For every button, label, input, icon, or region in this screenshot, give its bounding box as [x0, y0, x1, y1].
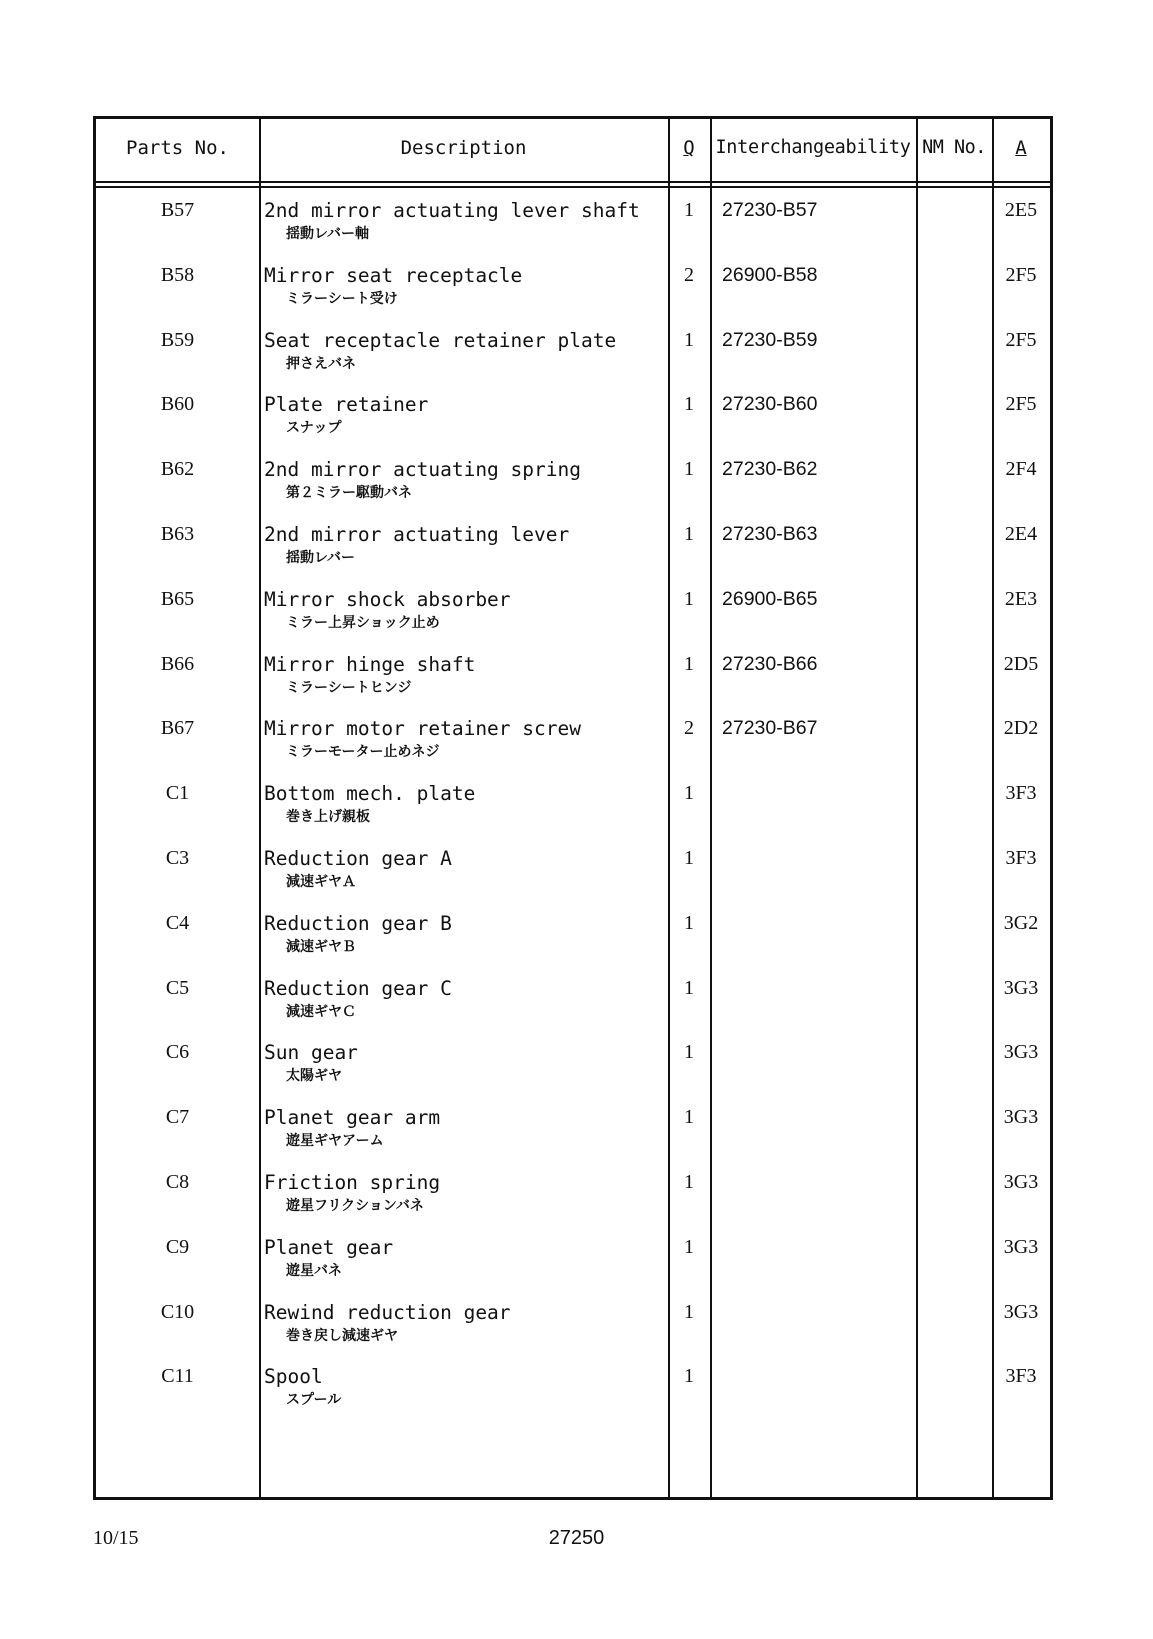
quantity: 1: [684, 976, 694, 999]
part-description: [264, 1365, 341, 1411]
interchangeability: 27230-B62: [722, 458, 818, 481]
quantity: 1: [684, 328, 694, 351]
table-row: [96, 782, 1050, 848]
part-number: C1: [165, 782, 190, 805]
description-japanese: 遊星バネ: [286, 1262, 342, 1279]
part-description: [264, 847, 452, 893]
description-english: Spool: [264, 1365, 323, 1389]
part-description: [264, 199, 640, 245]
grid-reference: 3F3: [1005, 847, 1037, 869]
quantity: 1: [684, 1106, 694, 1129]
description-english: Sun gear: [264, 1041, 358, 1065]
quantity: 1: [684, 847, 694, 869]
description-english: Planet gear: [264, 1235, 394, 1259]
document-number: 27250: [548, 1527, 605, 1549]
description-english: Planet gear arm: [264, 1106, 441, 1130]
table-row: [96, 1236, 1050, 1302]
table-row: [96, 1365, 1050, 1431]
table-row: [96, 977, 1050, 1043]
quantity: 2: [684, 263, 694, 286]
table-row: [96, 847, 1050, 913]
page-number: 10/15: [93, 1527, 139, 1549]
table-row: [96, 1301, 1050, 1367]
table-row: [96, 912, 1050, 978]
quantity: 1: [684, 1171, 694, 1193]
grid-reference: 2D5: [1003, 652, 1039, 675]
table-header: [96, 119, 1050, 181]
grid-reference: 2E5: [1004, 199, 1038, 221]
part-description: [264, 264, 522, 310]
description-english: Friction spring: [264, 1171, 441, 1194]
description-english: Mirror seat receptacle: [264, 263, 523, 287]
interchangeability: 26900-B58: [722, 263, 818, 286]
part-description: [264, 1236, 393, 1282]
grid-reference: 3G3: [1003, 1106, 1039, 1129]
interchangeability: 27230-B59: [722, 328, 818, 351]
grid-reference: 3F3: [1005, 1365, 1037, 1388]
interchangeability: 27230-B63: [722, 523, 818, 545]
description-japanese: 巻き上げ親板: [286, 809, 370, 826]
grid-reference: 2D2: [1003, 717, 1039, 740]
header-rule: [96, 186, 1050, 188]
description-english: 2nd mirror actuating lever: [264, 523, 570, 546]
description-english: 2nd mirror actuating lever shaft: [264, 199, 640, 222]
description-japanese: 押さえバネ: [286, 355, 356, 372]
description-english: Reduction gear C: [264, 976, 452, 1000]
part-number: C8: [165, 1171, 190, 1193]
grid-reference: 3G3: [1003, 1300, 1039, 1323]
description-japanese: 減速ギヤＣ: [286, 1003, 356, 1020]
part-number: B63: [160, 523, 195, 545]
description-japanese: 揺動レバー: [286, 550, 356, 566]
quantity: 1: [684, 652, 694, 675]
description-japanese: 太陽ギヤ: [286, 1068, 342, 1085]
quantity: 1: [684, 1041, 694, 1064]
part-description: [264, 717, 581, 763]
table-row: [96, 458, 1050, 524]
quantity: 1: [684, 911, 694, 934]
header-parts-no: Parts No.: [126, 137, 229, 159]
part-description: [264, 1041, 358, 1087]
part-number: B62: [160, 458, 195, 481]
description-english: 2nd mirror actuating spring: [264, 458, 581, 482]
part-number: B66: [160, 652, 195, 675]
part-description: [264, 588, 511, 634]
table-row: [96, 1041, 1050, 1107]
part-number: B67: [160, 717, 195, 740]
table-row: [96, 653, 1050, 719]
grid-reference: 2E3: [1004, 587, 1038, 610]
description-english: Mirror shock absorber: [264, 587, 511, 611]
quantity: 1: [684, 1365, 694, 1388]
description-english: Seat receptacle retainer plate: [264, 328, 617, 352]
table-row: [96, 523, 1050, 589]
description-japanese: ミラーシート受け: [286, 290, 398, 307]
parts-table: [93, 116, 1053, 1500]
description-japanese: 遊星ギヤアーム: [286, 1133, 384, 1150]
table-row: [96, 1171, 1050, 1237]
table-row: [96, 588, 1050, 654]
description-japanese: 遊星フリクションバネ: [286, 1198, 424, 1214]
interchangeability: 27230-B66: [722, 652, 818, 675]
quantity: 1: [684, 587, 694, 610]
part-description: [264, 977, 452, 1023]
description-english: Mirror hinge shaft: [264, 652, 476, 676]
table-row: [96, 717, 1050, 783]
header-quantity: Q: [683, 137, 695, 159]
description-english: Rewind reduction gear: [264, 1300, 511, 1324]
description-english: Reduction gear A: [264, 847, 452, 870]
part-description: [264, 1106, 440, 1152]
quantity: 1: [684, 1300, 694, 1323]
description-english: Reduction gear B: [264, 911, 452, 935]
interchangeability: 27230-B57: [722, 199, 818, 221]
part-number: B58: [160, 263, 195, 286]
part-number: B57: [160, 199, 195, 221]
description-japanese: 巻き戻し減速ギヤ: [286, 1327, 398, 1344]
part-description: [264, 393, 428, 439]
part-description: [264, 1301, 511, 1347]
part-description: [264, 523, 569, 569]
quantity: 1: [684, 782, 694, 805]
part-description: [264, 458, 581, 504]
table-row: [96, 329, 1050, 395]
grid-reference: 2F5: [1005, 393, 1037, 416]
quantity: 2: [684, 717, 694, 740]
grid-reference: 3G3: [1003, 1171, 1039, 1193]
part-number: C7: [165, 1106, 190, 1129]
quantity: 1: [684, 458, 694, 481]
part-number: B59: [160, 328, 195, 351]
grid-reference: 2F5: [1005, 263, 1037, 286]
part-number: C11: [161, 1365, 194, 1388]
part-description: [264, 1171, 440, 1217]
description-english: Mirror motor retainer screw: [264, 717, 581, 741]
header-interchangeability: Interchangeability: [715, 137, 911, 158]
grid-reference: 3F3: [1005, 782, 1037, 805]
description-japanese: 減速ギヤＢ: [286, 938, 356, 955]
table-row: [96, 199, 1050, 265]
table-row: [96, 393, 1050, 459]
grid-reference: 2F5: [1005, 328, 1037, 351]
description-japanese: スプール: [286, 1392, 342, 1409]
part-number: C4: [165, 911, 190, 934]
quantity: 1: [684, 199, 694, 221]
table-row: [96, 1106, 1050, 1172]
quantity: 1: [684, 1235, 694, 1258]
table-row: [96, 264, 1050, 330]
interchangeability: 27230-B67: [722, 717, 818, 740]
part-number: B65: [160, 587, 195, 610]
description-japanese: 減速ギヤＡ: [286, 874, 356, 890]
grid-reference: 3G2: [1003, 911, 1039, 934]
header-a: A: [1015, 137, 1027, 159]
grid-reference: 3G3: [1003, 976, 1039, 999]
header-rule: [96, 181, 1050, 183]
description-english: Plate retainer: [264, 393, 429, 417]
description-japanese: 第２ミラー駆動バネ: [286, 485, 412, 502]
part-description: [264, 329, 616, 375]
part-description: [264, 782, 475, 828]
description-japanese: ミラーシートヒンジ: [286, 679, 412, 696]
interchangeability: 27230-B60: [722, 393, 818, 416]
header-description: Description: [400, 137, 527, 159]
interchangeability: 26900-B65: [722, 587, 818, 610]
description-japanese: ミラーモーター止めネジ: [286, 744, 440, 761]
description-japanese: 揺動レバー軸: [286, 226, 370, 242]
part-number: C6: [165, 1041, 190, 1064]
grid-reference: 2F4: [1005, 458, 1037, 481]
part-number: C9: [165, 1235, 190, 1258]
quantity: 1: [684, 523, 694, 545]
grid-reference: 3G3: [1003, 1235, 1039, 1258]
quantity: 1: [684, 393, 694, 416]
header-nm-no: NM No.: [922, 137, 986, 158]
part-number: B60: [160, 393, 195, 416]
part-number: C10: [160, 1300, 195, 1323]
description-japanese: ミラー上昇ショック止め: [286, 614, 440, 631]
grid-reference: 2E4: [1004, 523, 1038, 545]
part-description: [264, 912, 452, 958]
description-english: Bottom mech. plate: [264, 782, 476, 806]
part-number: C3: [165, 847, 190, 869]
grid-reference: 3G3: [1003, 1041, 1039, 1064]
part-description: [264, 653, 475, 699]
description-japanese: スナップ: [286, 420, 342, 437]
part-number: C5: [165, 976, 190, 999]
